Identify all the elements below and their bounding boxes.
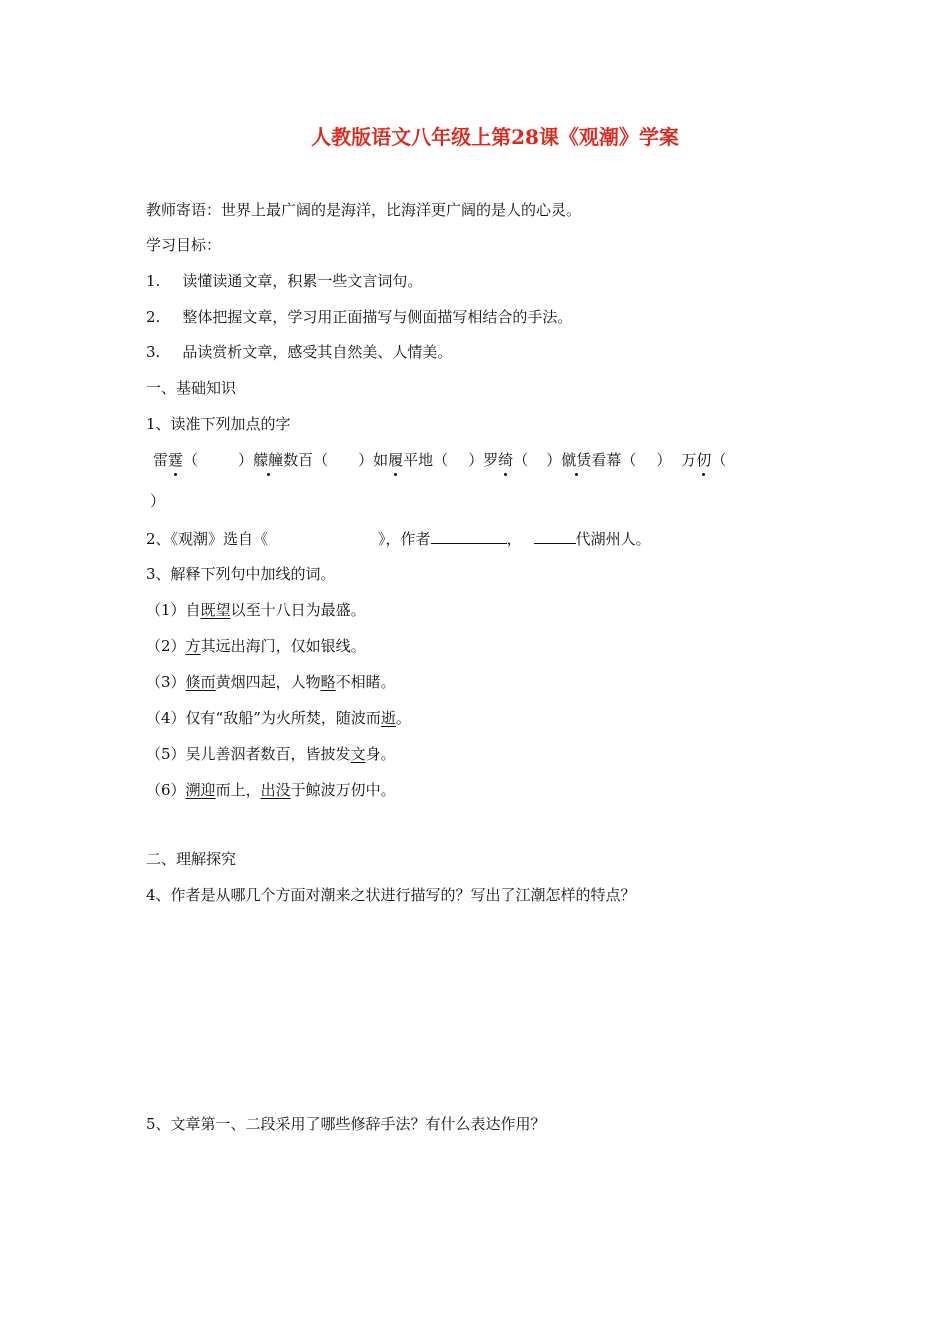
- goal-number: 1.: [146, 272, 161, 290]
- answer-paren[interactable]: （ ）: [183, 451, 254, 469]
- word-item: 僦赁看幕: [561, 451, 622, 469]
- goal-text: 读懂读通文章，积累一些文言词句。: [182, 272, 423, 290]
- word-item: 如履平地: [373, 451, 434, 469]
- question-3-item-1: （1）自既望以至十八日为最盛。: [146, 601, 366, 619]
- goal-number: 3.: [146, 343, 161, 361]
- answer-area-5[interactable]: [146, 1145, 806, 1305]
- word-item: 万仞: [681, 451, 712, 469]
- answer-paren-close[interactable]: ）: [150, 492, 166, 510]
- goal-3: [146, 342, 452, 362]
- question-3-item-6: （6）溯迎而上，出没于鲸波万仞中。: [146, 781, 396, 799]
- goal-text: 整体把握文章，学习用正面描写与侧面描写相结合的手法。: [182, 308, 573, 326]
- author-blank[interactable]: [431, 528, 507, 544]
- goal-number: 2.: [146, 308, 161, 326]
- answer-paren[interactable]: （ ）: [621, 451, 672, 469]
- answer-paren-open[interactable]: （: [711, 451, 727, 469]
- question-1-prompt: 1、读准下列加点的字: [146, 415, 291, 433]
- answer-area-4[interactable]: [146, 915, 806, 1085]
- question-3-item-5: （5）吴儿善泅者数百，皆披发文身。: [146, 745, 396, 763]
- answer-paren[interactable]: （ ）: [313, 451, 374, 469]
- dynasty-blank[interactable]: [534, 528, 576, 544]
- question-3-item-3: （3）倏而黄烟四起，人物略不相睹。: [146, 673, 396, 691]
- answer-paren[interactable]: （ ）: [433, 451, 484, 469]
- goal-text: 品读赏析文章，感受其自然美、人情美。: [182, 343, 453, 361]
- question-4: 4、作者是从哪几个方面对潮来之状进行描写的？写出了江潮怎样的特点？: [146, 886, 636, 904]
- question-3-item-4: （4）仅有“敌船”为火所焚，随波而逝。: [146, 709, 411, 727]
- question-2: 2、《观潮》选自《 》，作者 ， 代湖州人。: [146, 530, 651, 548]
- question-1-words: [153, 450, 726, 470]
- section-understanding: 二、理解探究: [146, 850, 237, 868]
- page-title: 人教版语文八年级上第28课《观潮》学案: [311, 125, 679, 149]
- teacher-motto: 教师寄语：世界上最广阔的是海洋，比海洋更广阔的是人的心灵。: [146, 201, 582, 219]
- question-3-prompt: 3、解释下列句中加线的词。: [146, 565, 336, 583]
- word-item: 艨艟数百: [253, 451, 314, 469]
- goal-1: [146, 271, 422, 291]
- question-5: 5、文章第一、二段采用了哪些修辞手法？有什么表达作用？: [146, 1115, 546, 1133]
- goals-heading: 学习目标：: [146, 236, 222, 254]
- word-item: 罗绮: [483, 451, 514, 469]
- word-item: 雷霆: [153, 451, 184, 469]
- goal-2: [146, 307, 572, 327]
- answer-paren[interactable]: （ ）: [513, 451, 562, 469]
- section-basic-knowledge: 一、基础知识: [146, 379, 237, 397]
- question-3-item-2: （2）方其远出海门，仅如银线。: [146, 637, 366, 655]
